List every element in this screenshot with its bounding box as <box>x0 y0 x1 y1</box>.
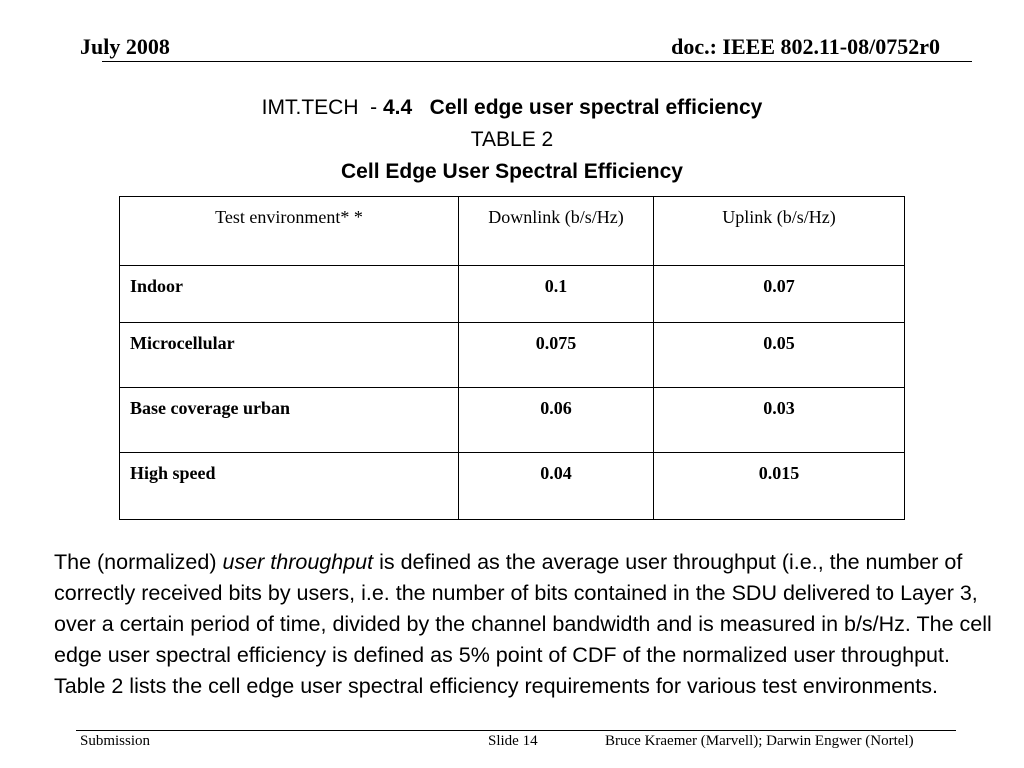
cell-uplink: 0.015 <box>654 453 905 520</box>
cell-environment: High speed <box>120 453 459 520</box>
title-prefix: IMT.TECH - <box>261 96 383 119</box>
cell-uplink: 0.03 <box>654 388 905 453</box>
column-header-uplink: Uplink (b/s/Hz) <box>654 197 905 266</box>
cell-uplink: 0.07 <box>654 266 905 323</box>
paragraph-body: is defined as the average user throughput (i.e., the number of correctly received bits by users, i.e. the number of bits contained in the SDU delivered to Layer 3, over a certain period of time, divided by the channel bandwidth and is measured in b/s/Hz. The cell edge user spectral efficiency is defined as 5% point of CDF of the normalized user throughput. Table 2 lists the cell edge user spectral efficiency requirements for various test environments. <box>54 550 998 698</box>
footer-submission: Submission <box>80 733 151 749</box>
paragraph-term: user throughput <box>222 550 374 574</box>
cell-environment: Indoor <box>120 266 459 323</box>
header-divider <box>102 61 972 62</box>
title-table-name: Cell Edge User Spectral Efficiency <box>341 160 683 183</box>
cell-downlink: 0.04 <box>459 453 654 520</box>
footer-divider <box>76 730 956 731</box>
column-header-downlink: Downlink (b/s/Hz) <box>459 197 654 266</box>
footer-authors: Bruce Kraemer (Marvell); Darwin Engwer (Nortel) <box>605 733 914 749</box>
title-line-1 <box>0 92 1024 124</box>
header-date: July 2008 <box>80 34 170 59</box>
cell-environment: Base coverage urban <box>120 388 459 453</box>
table-row <box>120 453 905 520</box>
cell-downlink: 0.1 <box>459 266 654 323</box>
header-doc-id: doc.: IEEE 802.11-08/0752r0 <box>671 34 940 59</box>
spectral-efficiency-table <box>119 196 905 520</box>
definition-paragraph <box>54 547 1004 702</box>
title-table-number: TABLE 2 <box>470 128 554 151</box>
table-header-row <box>120 197 905 266</box>
cell-downlink: 0.075 <box>459 323 654 388</box>
paragraph-intro: The (normalized) <box>54 550 223 574</box>
cell-uplink: 0.05 <box>654 323 905 388</box>
table-row <box>120 388 905 453</box>
slide-title <box>0 92 1024 188</box>
cell-environment: Microcellular <box>120 323 459 388</box>
table-row <box>120 323 905 388</box>
cell-downlink: 0.06 <box>459 388 654 453</box>
footer-slide-number: Slide 14 <box>488 733 538 749</box>
table-row <box>120 266 905 323</box>
title-section: 4.4 Cell edge user spectral efficiency <box>382 96 763 119</box>
column-header-environment: Test environment* * <box>120 197 459 266</box>
